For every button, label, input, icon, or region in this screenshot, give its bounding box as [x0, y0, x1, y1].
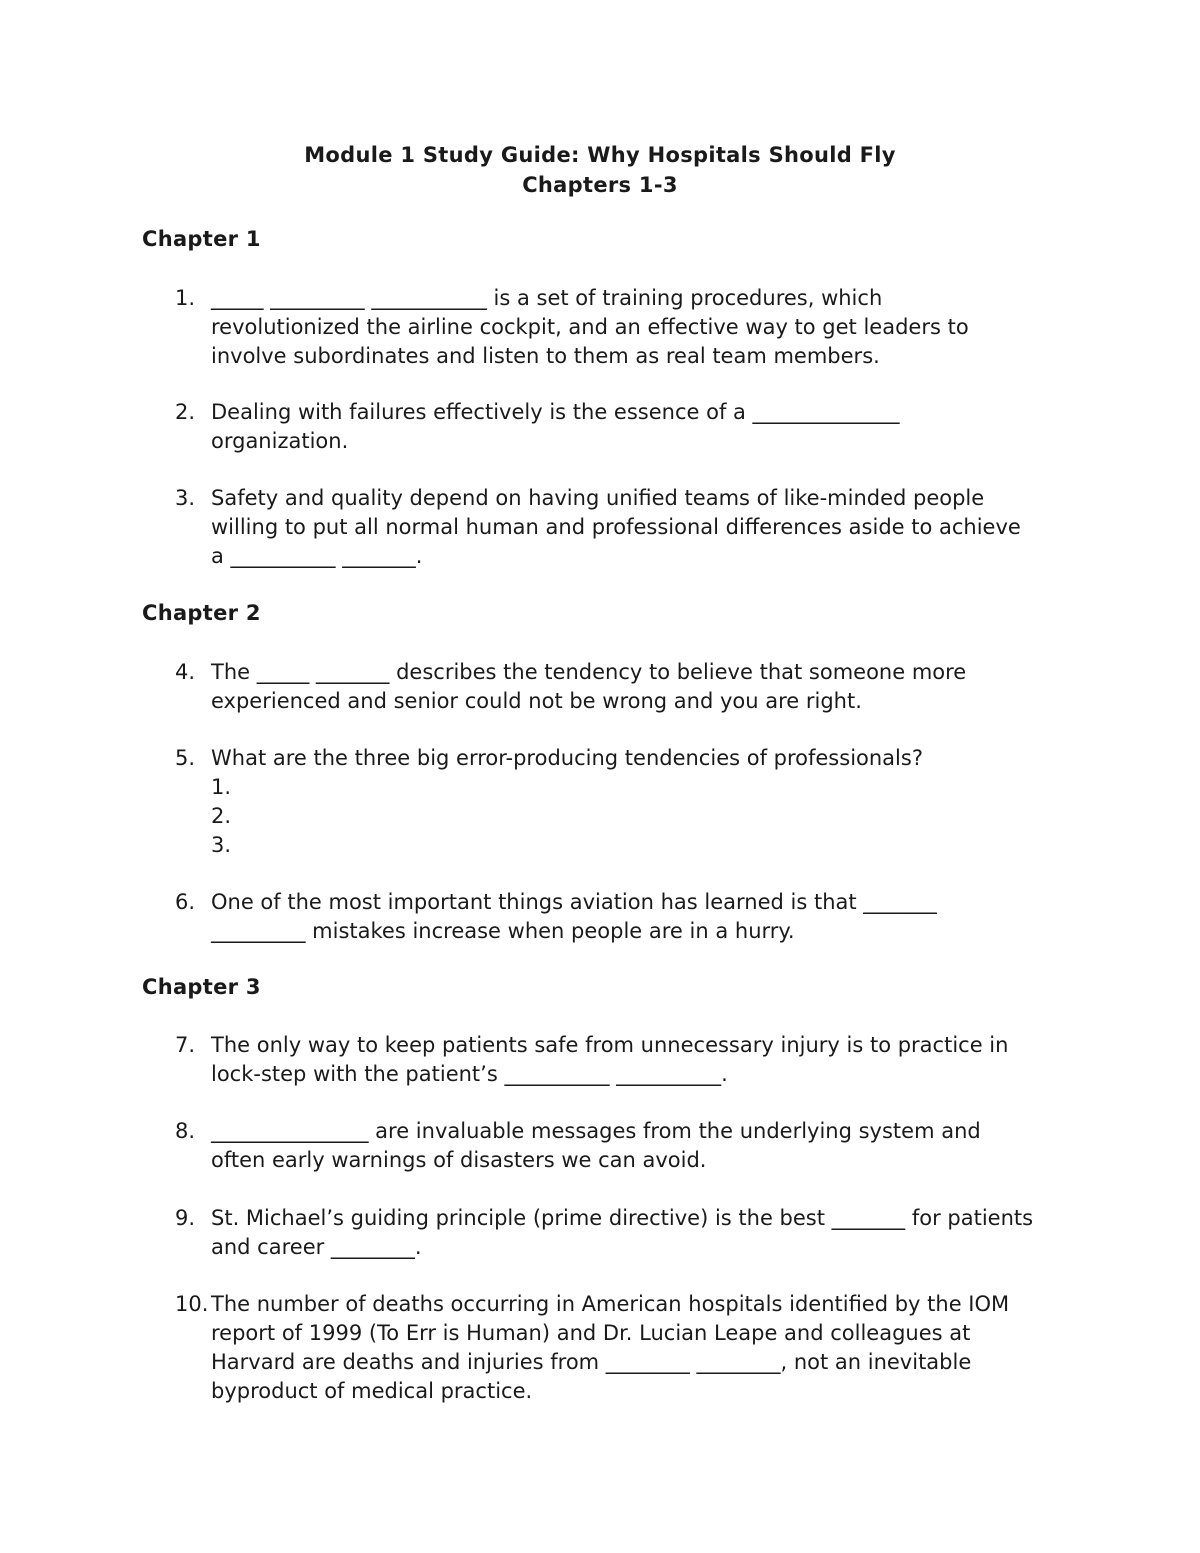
question-5	[175, 744, 1075, 773]
q5-subitem-3: 3.	[211, 833, 232, 857]
chapter-heading-1: Chapter 1	[142, 227, 261, 251]
question-text: One of the most important things aviation has learned is that _______ _________ mistakes increase when people are in a hurry.	[211, 890, 937, 943]
question-text: What are the three big error-producing tendencies of professionals?	[211, 746, 923, 770]
question-text: _______________ are invaluable messages from the underlying system and often early warnings of disasters we can avoid.	[211, 1119, 981, 1172]
chapter-heading-3: Chapter 3	[142, 975, 261, 999]
question-text: The _____ _______ describes the tendency to believe that someone more experienced and senior could not be wrong and you are right.	[211, 660, 967, 713]
question-number: 1.	[175, 286, 196, 310]
chapter-heading-2: Chapter 2	[142, 601, 261, 625]
document-title: Module 1 Study Guide: Why Hospitals Should Fly	[304, 143, 896, 167]
question-9	[175, 1204, 1075, 1262]
question-number: 6.	[175, 890, 196, 914]
q5-subitem-1: 1.	[211, 775, 232, 799]
question-6	[175, 888, 1075, 946]
question-4	[175, 658, 1075, 716]
question-number: 5.	[175, 746, 196, 770]
question-8	[175, 1117, 1075, 1175]
title-block	[0, 140, 1200, 200]
question-1	[175, 284, 1075, 371]
question-3	[175, 484, 1075, 571]
question-number: 2.	[175, 400, 196, 424]
question-text: Safety and quality depend on having unified teams of like-minded people willing to put all normal human and professional differences aside to achieve a __________ _______.	[211, 486, 1021, 568]
q5-subitem-2: 2.	[211, 804, 232, 828]
question-text: The number of deaths occurring in American hospitals identified by the IOM report of 1999 (To Err is Human) and Dr. Lucian Leape and colleagues at Harvard are deaths and injuries from ________ ________, not an inevitable byproduct of medical practice.	[211, 1292, 1010, 1403]
question-text: Dealing with failures effectively is the essence of a ______________ organization.	[211, 400, 900, 453]
document-subtitle: Chapters 1-3	[522, 173, 678, 197]
question-text: _____ _________ ___________ is a set of training procedures, which revolutionized the airline cockpit, and an effective way to get leaders to involve subordinates and listen to them as real team members.	[211, 286, 969, 368]
question-2	[175, 398, 1075, 456]
question-number: 3.	[175, 486, 196, 510]
question-number: 10.	[175, 1292, 209, 1316]
question-number: 8.	[175, 1119, 196, 1143]
question-number: 7.	[175, 1033, 196, 1057]
question-7	[175, 1031, 1075, 1089]
question-number: 9.	[175, 1206, 196, 1230]
question-text: St. Michael’s guiding principle (prime directive) is the best _______ for patients and career ________.	[211, 1206, 1034, 1259]
question-text: The only way to keep patients safe from unnecessary injury is to practice in lock-step with the patient’s __________ __________.	[211, 1033, 1009, 1086]
question-10	[175, 1290, 1075, 1406]
question-number: 4.	[175, 660, 196, 684]
